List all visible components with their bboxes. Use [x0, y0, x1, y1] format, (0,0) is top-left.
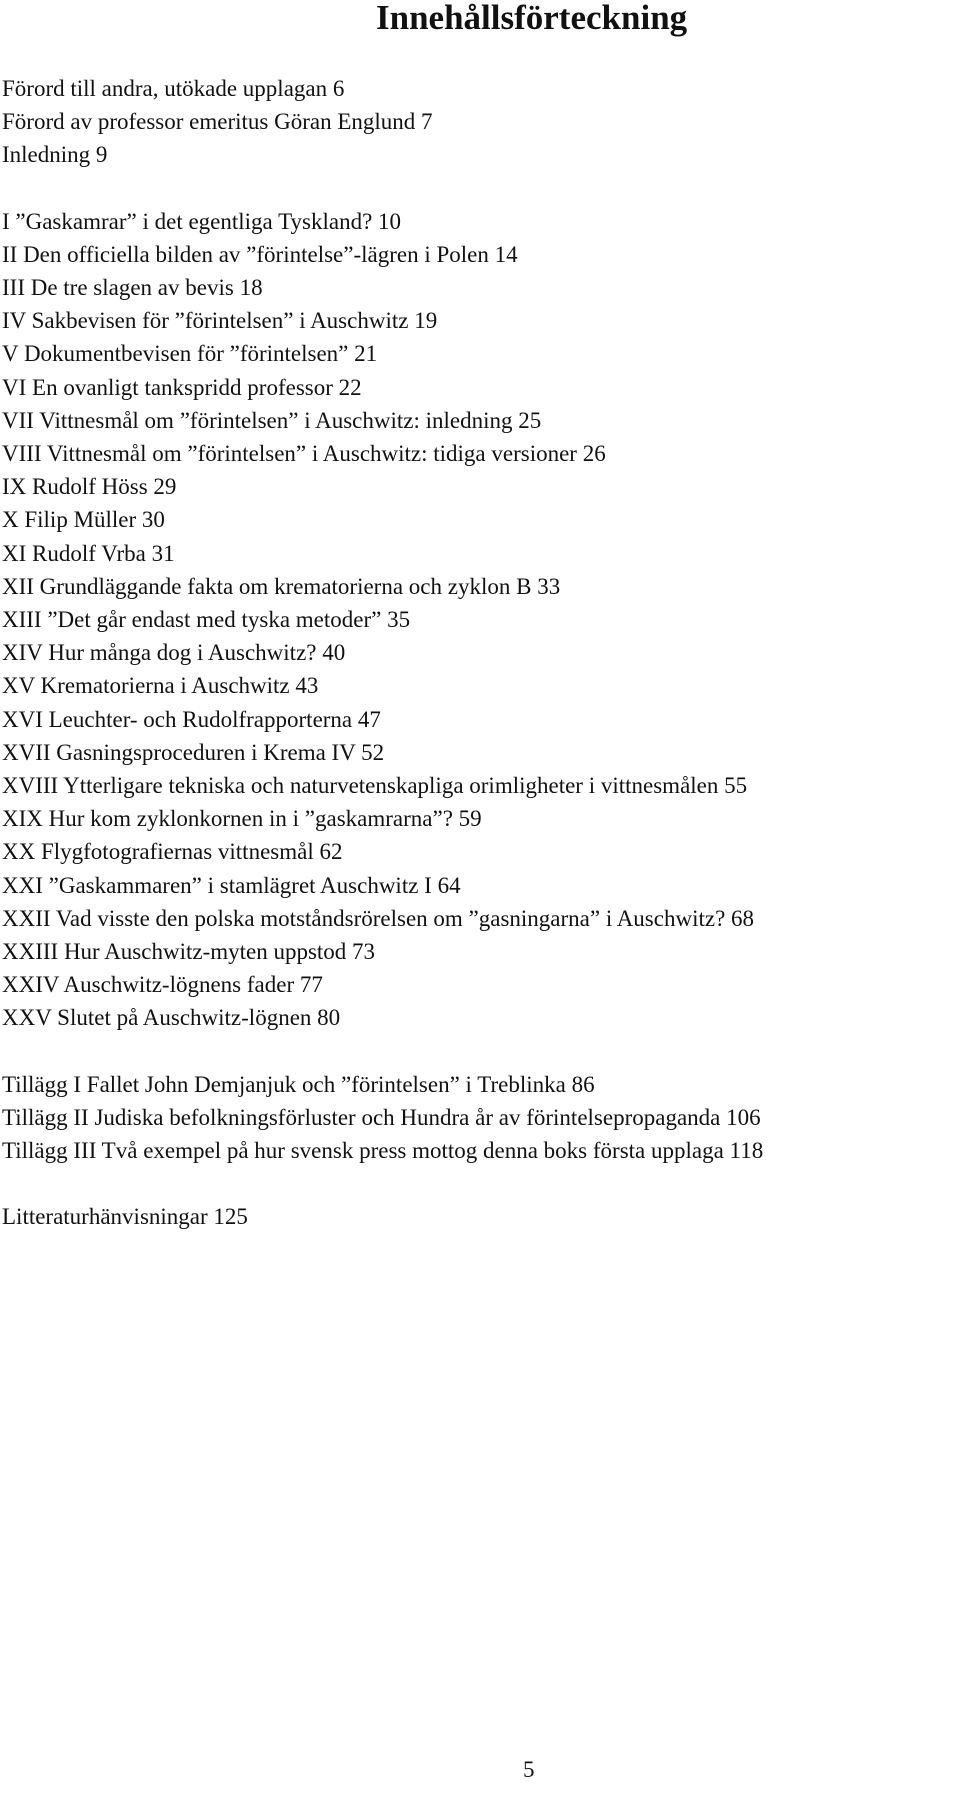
- toc-entry: XVIII Ytterligare tekniska och naturvetenskapliga orimligheter i vittnesmålen 55: [2, 773, 748, 799]
- toc-entry: V Dokumentbevisen för ”förintelsen” 21: [2, 341, 378, 367]
- toc-entry: Tillägg III Två exempel på hur svensk press mottog denna boks första upplaga 118: [2, 1138, 764, 1164]
- toc-entry: XI Rudolf Vrba 31: [2, 540, 175, 566]
- toc-entry: XIII ”Det går endast med tyska metoder” 35: [2, 607, 411, 633]
- toc-entry: VII Vittnesmål om ”förintelsen” i Auschwitz: inledning 25: [2, 407, 542, 433]
- toc-entry: IX Rudolf Höss 29: [2, 474, 177, 500]
- toc-entry: XV Krematorierna i Auschwitz 43: [2, 673, 319, 699]
- toc-entry: I ”Gaskamrar” i det egentliga Tyskland? 10: [2, 208, 402, 234]
- toc-entry: Tillägg II Judiska befolkningsförluster och Hundra år av förintelsepropaganda 106: [2, 1104, 761, 1130]
- toc-entry: XII Grundläggande fakta om krematorierna och zyklon B 33: [2, 573, 561, 599]
- toc-entry: XXI ”Gaskammaren” i stamlägret Auschwitz I 64: [2, 872, 461, 898]
- toc-entry: Litteraturhänvisningar 125: [2, 1204, 248, 1230]
- toc-entry: Inledning 9: [2, 142, 108, 168]
- toc-entry: XIV Hur många dog i Auschwitz? 40: [2, 640, 346, 666]
- toc-entry: XVI Leuchter- och Rudolfrapporterna 47: [2, 706, 381, 732]
- page-title: Innehållsförteckning: [376, 0, 688, 37]
- toc-entry: X Filip Müller 30: [2, 507, 165, 533]
- toc-entry: II Den officiella bilden av ”förintelse”-lägren i Polen 14: [2, 241, 518, 267]
- toc-entry: VI En ovanligt tankspridd professor 22: [2, 374, 362, 400]
- toc-entry: Förord till andra, utökade upplagan 6: [2, 76, 345, 101]
- toc-entry: VIII Vittnesmål om ”förintelsen” i Auschwitz: tidiga versioner 26: [2, 441, 606, 467]
- toc-entry: IV Sakbevisen för ”förintelsen” i Auschwitz 19: [2, 308, 438, 334]
- toc-entry: Förord av professor emeritus Göran Englund 7: [2, 109, 433, 135]
- toc-group-appendices: [2, 1068, 958, 1168]
- toc-group-preface: [2, 72, 958, 172]
- toc-entry: XXIII Hur Auschwitz-myten uppstod 73: [2, 939, 376, 965]
- page-number: 5: [523, 1757, 535, 1782]
- toc-entry: XVII Gasningsproceduren i Krema IV 52: [2, 739, 385, 765]
- table-of-contents: [2, 72, 958, 1234]
- toc-entry: XXIV Auschwitz-lögnens fader 77: [2, 972, 323, 998]
- toc-group-references: [2, 1200, 958, 1233]
- toc-entry: Tillägg I Fallet John Demjanjuk och ”förintelsen” i Treblinka 86: [2, 1071, 595, 1097]
- toc-entry: XXII Vad visste den polska motståndsrörelsen om ”gasningarna” i Auschwitz? 68: [2, 905, 755, 931]
- toc-entry: XXV Slutet på Auschwitz-lögnen 80: [2, 1005, 341, 1031]
- toc-entry: III De tre slagen av bevis 18: [2, 275, 263, 301]
- toc-entry: XIX Hur kom zyklonkornen in i ”gaskamrarna”? 59: [2, 806, 482, 832]
- toc-entry: XX Flygfotografiernas vittnesmål 62: [2, 839, 343, 865]
- toc-group-chapters: [2, 205, 958, 1035]
